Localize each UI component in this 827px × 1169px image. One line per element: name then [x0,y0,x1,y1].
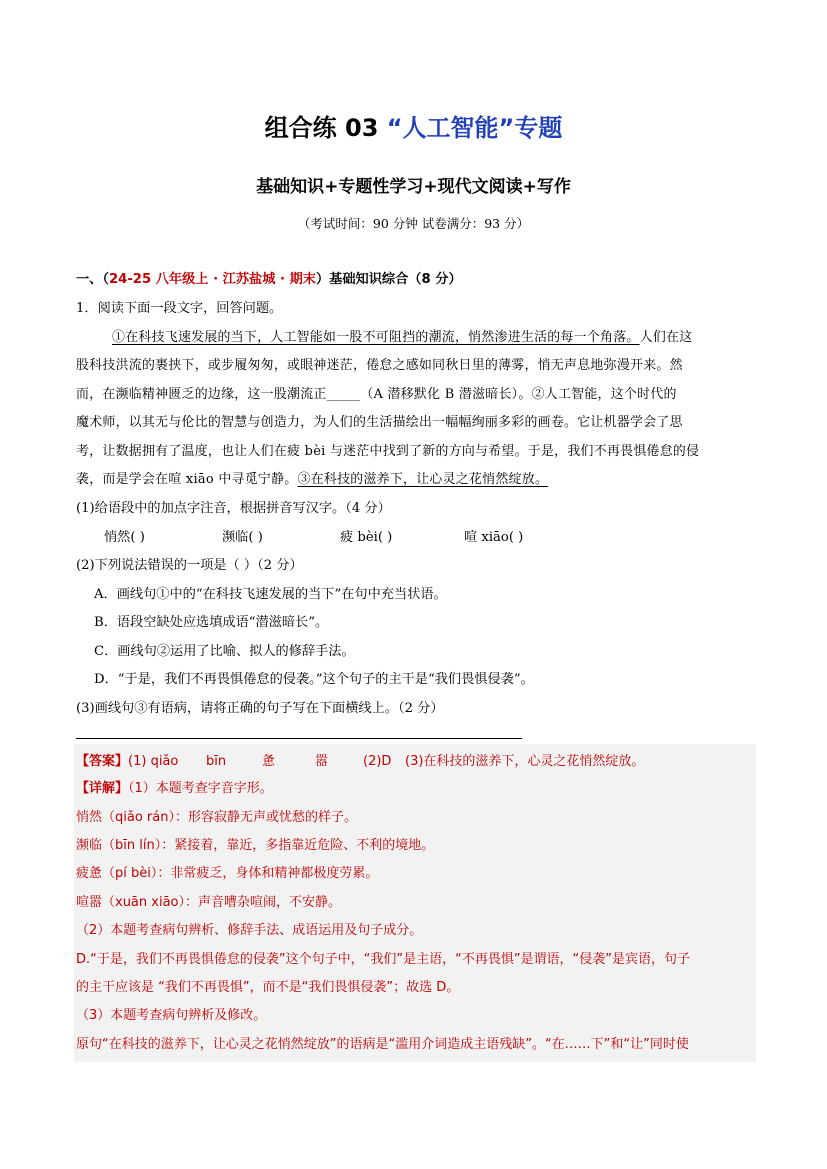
answer-label: 【答案】 [76,754,129,769]
answer-writing-line[interactable] [76,738,522,739]
title-prefix: 组合练 03 [264,114,379,142]
passage-line-6 [76,468,757,487]
sub-question-2: (2)下列说法错误的一项是（ ）（2 分） [76,558,303,573]
option-b: B．语段空缺处应选填成语“潜滋暗长”。 [94,615,329,630]
option-d: D．“于是，我们不再畏惧倦怠的侵袭。”这个句子的主干是“我们畏惧侵袭”。 [94,672,534,687]
answer-line [76,750,757,769]
passage-text: 袭，而是学会在喧 xiāo 中寻觅宁静。 [76,472,298,487]
section-number: 一、（ [76,272,109,287]
answer-part: 惫 [262,754,276,769]
answer-part: 嚣 [315,754,329,769]
answer-part: bīn [206,754,227,769]
detail-label: 【详解】 [76,781,129,796]
explanation-line: （2）本题考查病句辨析、修辞手法、成语运用及句子成分。 [76,923,423,938]
passage-line-4: 魔术师，以其无与伦比的智慧与创造力，为人们的生活描绘出一幅幅绚丽多彩的画卷。它让机器学会了思 [76,415,683,430]
answer-part: (1) qiǎo [128,754,179,769]
option-a: A．画线句①中的“在科技飞速发展的当下”在句中充当状语。 [94,587,447,602]
underlined-sentence-1: ①在科技飞速发展的当下，人工智能如一股不可阻挡的潮流，悄然渗进生活的每一个角落。 [112,330,640,345]
option-c: C．画线句②运用了比喻、拟人的修辞手法。 [94,644,355,659]
answer-part: (3)在科技的滋养下，心灵之花悄然绽放。 [405,754,645,769]
page-title [0,108,827,143]
answer-part: (2)D [363,754,392,769]
title-topic: “人工智能”专题 [386,114,563,142]
section-heading [76,268,757,287]
detail-line [76,777,757,796]
blank-item[interactable]: 濒临( ) [222,530,263,545]
passage-line-2: 股科技洪流的裹挟下，或步履匆匆，或眼神迷茫，倦怠之感如同秋日里的薄雾，悄无声息地弥漫开来。然 [76,358,683,373]
explanation-line: 的主干应该是 “我们不再畏惧”，而不是“我们畏惧侵袭”；故选 D。 [76,980,460,995]
page-subtitle: 基础知识+专题性学习+现代文阅读+写作 [256,177,571,197]
blank-item[interactable]: 悄然( ) [104,530,145,545]
detail-intro: （1）本题考查字音字形。 [128,781,273,796]
explanation-line: 喧嚣（xuān xiāo）：声音嘈杂喧闹，不安静。 [76,895,341,910]
explanation-line: D.“于是，我们不再畏惧倦怠的侵袭”这个句子中，“我们”是主语，“不再畏惧”是谓语，“侵袭”是宾语，句子 [76,952,691,967]
sub-question-3: (3)画线句③有语病，请将正确的句子写在下面横线上。（2 分） [76,701,444,716]
section-source: 24-25 八年级上 · 江苏盐城 · 期末 [108,272,316,287]
underlined-sentence-3: ③在科技的滋养下，让心灵之花悄然绽放。 [297,472,549,487]
explanation-line: 原句“在科技的滋养下，让心灵之花悄然绽放”的语病是“滥用介词造成主语残缺”。“在……下”和“让”同时使 [76,1037,689,1052]
passage-line-5: 考，让数据拥有了温度，也让人们在疲 bèi 与迷茫中找到了新的方向与希望。于是，我们不再畏惧倦怠的侵 [76,444,700,459]
blank-item[interactable]: 疲 bèi( ) [340,530,393,545]
question-stem: 1．阅读下面一段文字，回答问题。 [76,301,283,316]
passage-line-1 [112,326,757,345]
explanation-line: （3）本题考查病句辨析及修改。 [76,1008,267,1023]
passage-line-3: 而，在濒临精神匮乏的边缘，这一股潮流正_____（A 潜移默化 B 潜滋暗长）。②人工智能，这个时代的 [76,387,677,402]
exam-info: （考试时间：90 分钟 试卷满分：93 分） [297,216,530,231]
explanation-line: 悄然（qiǎo rán）：形容寂静无声或忧愁的样子。 [76,810,357,825]
passage-text: 人们在这 [639,330,693,345]
sub-question-1: (1)给语段中的加点字注音，根据拼音写汉字。（4 分） [76,501,391,516]
explanation-line: 疲惫（pí bèi）：非常疲乏，身体和精神都极度劳累。 [76,866,379,881]
pinyin-blanks [104,526,757,545]
section-title: ）基础知识综合（8 分） [316,272,462,287]
blank-item[interactable]: 喧 xiāo( ) [464,530,524,545]
explanation-line: 濒临（bīn lín）：紧接着，靠近，多指靠近危险、不利的境地。 [76,838,435,853]
